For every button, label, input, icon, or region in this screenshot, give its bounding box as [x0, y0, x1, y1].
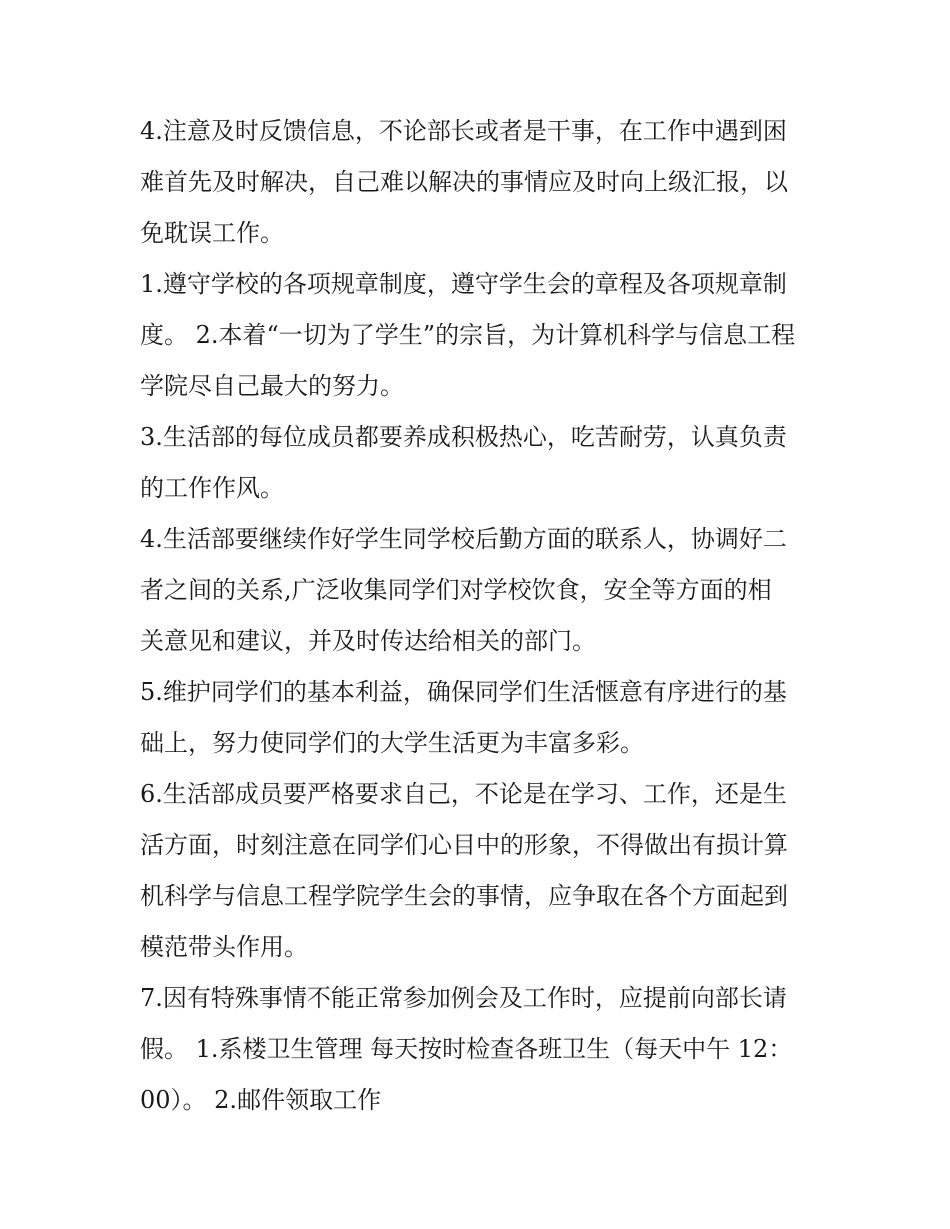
text-line: 6.生活部成员要严格要求自己，不论是在学习、工作，还是生	[140, 780, 787, 808]
text-line: 假。 1.系楼卫生管理 每天按时检查各班卫生（每天中午 12：	[140, 1035, 793, 1063]
text-line: 学院尽自己最大的努力。	[140, 372, 404, 400]
paragraph-work-style	[140, 412, 820, 514]
paragraph-self-discipline	[140, 769, 820, 973]
paragraph-rules	[140, 259, 820, 412]
text-line: 00）。 2.邮件领取工作	[140, 1086, 382, 1114]
text-line: 5.维护同学们的基本利益，确保同学们生活惬意有序进行的基	[140, 678, 787, 706]
paragraph-interests	[140, 667, 820, 769]
text-line: 模范带头作用。	[140, 933, 308, 961]
text-line: 免耽误工作。	[140, 219, 284, 247]
text-line: 础上，努力使同学们的大学生活更为丰富多彩。	[140, 729, 644, 757]
text-line: 难首先及时解决，自己难以解决的事情应及时向上级汇报，以	[140, 168, 788, 196]
text-line: 度。 2.本着“一切为了学生”的宗旨，为计算机科学与信息工程	[140, 321, 796, 349]
text-line: 7.因有特殊事情不能正常参加例会及工作时，应提前向部长请	[140, 984, 787, 1012]
paragraph-leave	[140, 973, 820, 1126]
document-body	[140, 106, 820, 1126]
text-line: 4.生活部要继续作好学生同学校后勤方面的联系人，协调好二	[140, 525, 787, 553]
text-line: 4.注意及时反馈信息，不论部长或者是干事，在工作中遇到困	[140, 117, 787, 145]
text-line: 1.遵守学校的各项规章制度，遵守学生会的章程及各项规章制	[140, 270, 787, 298]
text-line: 3.生活部的每位成员都要养成积极热心，吃苦耐劳，认真负责	[140, 423, 787, 451]
text-line: 活方面，时刻注意在同学们心目中的形象，不得做出有损计算	[140, 831, 788, 859]
text-line: 者之间的关系,广泛收集同学们对学校饮食，安全等方面的相	[140, 576, 772, 604]
paragraph-feedback	[140, 106, 820, 259]
paragraph-liaison	[140, 514, 820, 667]
text-line: 关意见和建议，并及时传达给相关的部门。	[140, 627, 596, 655]
text-line: 的工作作风。	[140, 474, 284, 502]
text-line: 机科学与信息工程学院学生会的事情，应争取在各个方面起到	[140, 882, 788, 910]
